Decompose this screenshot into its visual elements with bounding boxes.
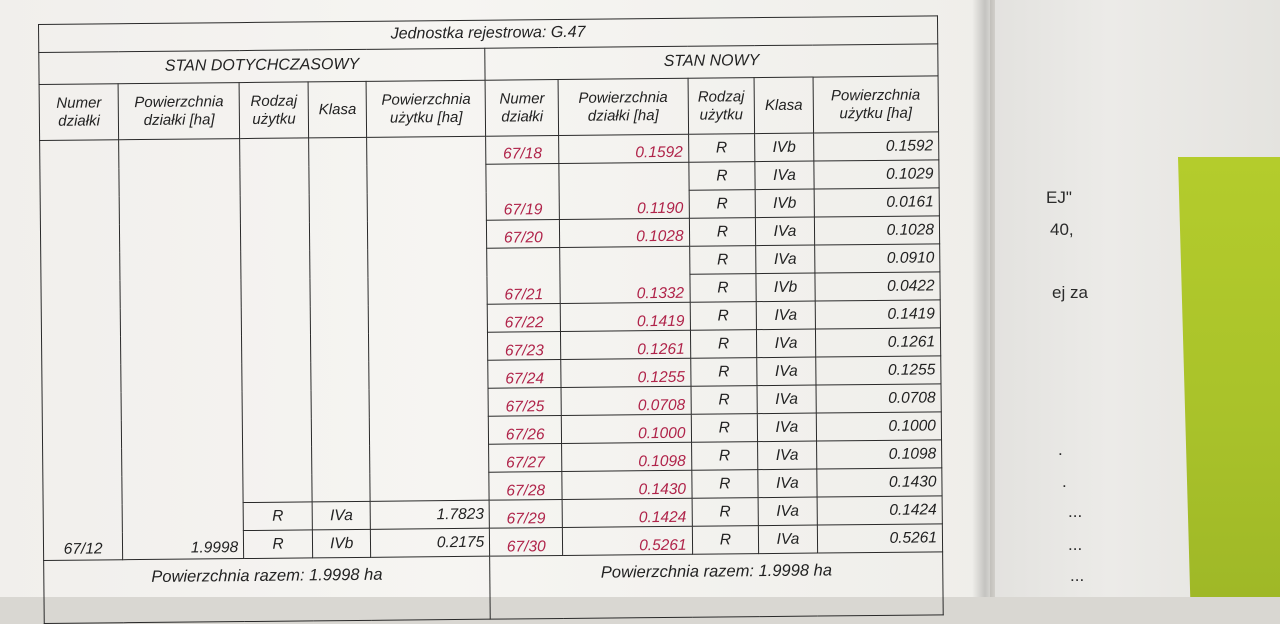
new-parcel-area: 0.1332 <box>560 247 690 304</box>
new-parcel-number: 67/21 <box>487 248 561 305</box>
new-parcel-number: 67/19 <box>486 164 560 221</box>
new-parcel-area: 0.1592 <box>559 134 689 163</box>
new-use-klasa: IVa <box>757 385 816 414</box>
new-use-klasa: IVa <box>758 497 817 526</box>
old-use-rodzaj: R <box>244 530 313 559</box>
new-use-rodzaj: R <box>690 302 757 331</box>
old-parcel-number: 67/12 <box>40 140 123 561</box>
new-use-area: 0.1592 <box>813 132 939 161</box>
second-page-fragment: ej za <box>1052 283 1088 302</box>
new-parcel-number: 67/27 <box>489 444 562 473</box>
new-use-rodzaj: R <box>692 498 759 527</box>
new-use-area: 0.1424 <box>817 496 943 525</box>
old-total-area: Powierzchnia razem: 1.9998 ha <box>44 557 491 624</box>
header-old-klasa: Klasa <box>308 82 367 139</box>
new-use-rodzaj: R <box>691 414 758 443</box>
header-old-rodzaj: Rodzaj użytku <box>239 82 308 139</box>
new-use-rodzaj: R <box>688 134 755 163</box>
new-parcel-area: 0.1261 <box>561 331 691 360</box>
old-use-area: 1.7823 <box>370 501 489 530</box>
new-parcel-area: 0.1430 <box>562 471 692 500</box>
new-use-klasa: IVa <box>758 441 817 470</box>
new-use-klasa: IVa <box>759 525 818 554</box>
new-use-rodzaj: R <box>689 246 756 275</box>
header-new-rodzaj: Rodzaj użytku <box>688 78 755 135</box>
second-page-fragment: ... <box>1068 535 1083 554</box>
new-parcel-number: 67/24 <box>488 360 561 389</box>
second-page-fragment: ... <box>1068 502 1083 521</box>
new-use-area: 0.5261 <box>817 524 943 553</box>
second-page-fragment: 40, <box>1050 220 1074 239</box>
header-new-klasa: Klasa <box>754 77 813 134</box>
header-new-numer: Numer działki <box>485 80 559 137</box>
header-old-numer: Numer działki <box>39 84 119 141</box>
new-parcel-area: 0.1190 <box>559 163 689 220</box>
header-new-pow-dzialki: Powierzchnia działki [ha] <box>558 78 688 135</box>
new-use-rodzaj: R <box>691 442 758 471</box>
old-use-area: 0.2175 <box>371 529 490 558</box>
new-use-rodzaj: R <box>691 386 758 415</box>
register-unit-table <box>38 15 944 624</box>
new-use-rodzaj: R <box>689 190 756 219</box>
new-use-klasa: IVa <box>758 413 817 442</box>
new-use-rodzaj: R <box>691 470 758 499</box>
new-use-rodzaj: R <box>689 274 756 303</box>
new-parcel-number: 67/28 <box>489 472 562 501</box>
new-parcel-number: 67/23 <box>488 332 561 361</box>
old-empty-pow <box>367 136 489 501</box>
new-use-area: 0.1029 <box>814 160 940 189</box>
new-parcel-area: 0.1000 <box>562 415 692 444</box>
new-use-klasa: IVb <box>755 189 814 218</box>
new-use-rodzaj: R <box>692 526 759 555</box>
header-old-pow-dzialki: Powierzchnia działki [ha] <box>118 83 239 140</box>
new-use-rodzaj: R <box>689 218 756 247</box>
new-parcel-area: 0.1424 <box>562 499 692 528</box>
new-use-klasa: IVb <box>756 273 815 302</box>
header-old-pow-uzytku: Powierzchnia użytku [ha] <box>366 80 485 137</box>
new-parcel-area: 0.0708 <box>561 387 691 416</box>
new-parcel-area: 0.1419 <box>560 303 690 332</box>
second-page-fragment: . <box>1058 440 1063 459</box>
new-use-klasa: IVa <box>758 469 817 498</box>
register-unit-title: Jednostka rejestrowa: G.47 <box>39 16 938 53</box>
new-use-klasa: IVa <box>756 217 815 246</box>
green-folder <box>1178 157 1280 597</box>
new-parcel-number: 67/29 <box>489 500 562 529</box>
new-parcel-number: 67/22 <box>487 304 560 333</box>
second-page-fragment: EJ" <box>1046 188 1072 207</box>
new-use-klasa: IVa <box>756 245 815 274</box>
new-parcel-number: 67/25 <box>488 388 561 417</box>
new-use-klasa: IVa <box>756 301 815 330</box>
old-use-klasa: IVb <box>312 530 371 559</box>
new-use-rodzaj: R <box>690 330 757 359</box>
new-use-rodzaj: R <box>690 358 757 387</box>
new-use-klasa: IVa <box>757 357 816 386</box>
old-empty-klasa <box>309 138 371 503</box>
totals-row <box>44 552 944 623</box>
new-use-area: 0.1430 <box>816 468 942 497</box>
new-use-area: 0.0422 <box>815 272 941 301</box>
new-parcel-area: 0.1255 <box>561 359 691 388</box>
new-parcel-area: 0.1028 <box>560 219 690 248</box>
new-use-area: 0.1098 <box>816 440 942 469</box>
second-page-fragment: . <box>1062 472 1067 491</box>
header-new-pow-uzytku: Powierzchnia użytku [ha] <box>813 76 939 133</box>
new-use-area: 0.1028 <box>814 216 940 245</box>
new-use-area: 0.1419 <box>815 300 941 329</box>
section-new-state: STAN NOWY <box>485 44 938 81</box>
section-old-state: STAN DOTYCHCZASOWY <box>39 48 486 84</box>
new-use-area: 0.0910 <box>814 244 940 273</box>
new-parcel-number: 67/20 <box>487 220 560 249</box>
new-use-area: 0.0161 <box>814 188 940 217</box>
new-total-area: Powierzchnia razem: 1.9998 ha <box>490 552 943 619</box>
new-parcel-number: 67/30 <box>490 528 563 557</box>
new-use-area: 0.1000 <box>816 412 942 441</box>
old-use-rodzaj: R <box>243 502 312 531</box>
old-parcel-area: 1.9998 <box>119 139 244 560</box>
new-use-area: 0.0708 <box>816 384 942 413</box>
old-empty-rodzaj <box>240 138 312 503</box>
new-parcel-number: 67/18 <box>486 136 559 165</box>
new-parcel-number: 67/26 <box>489 416 562 445</box>
second-page-fragment: ... <box>1070 566 1085 585</box>
new-use-klasa: IVa <box>757 329 816 358</box>
new-parcel-area: 0.1098 <box>562 443 692 472</box>
new-use-area: 0.1261 <box>815 328 941 357</box>
old-use-klasa: IVa <box>312 502 371 531</box>
new-parcel-area: 0.5261 <box>563 527 693 556</box>
new-use-rodzaj: R <box>688 162 755 191</box>
new-use-klasa: IVa <box>755 161 814 190</box>
new-use-klasa: IVb <box>755 133 814 162</box>
new-use-area: 0.1255 <box>815 356 941 385</box>
